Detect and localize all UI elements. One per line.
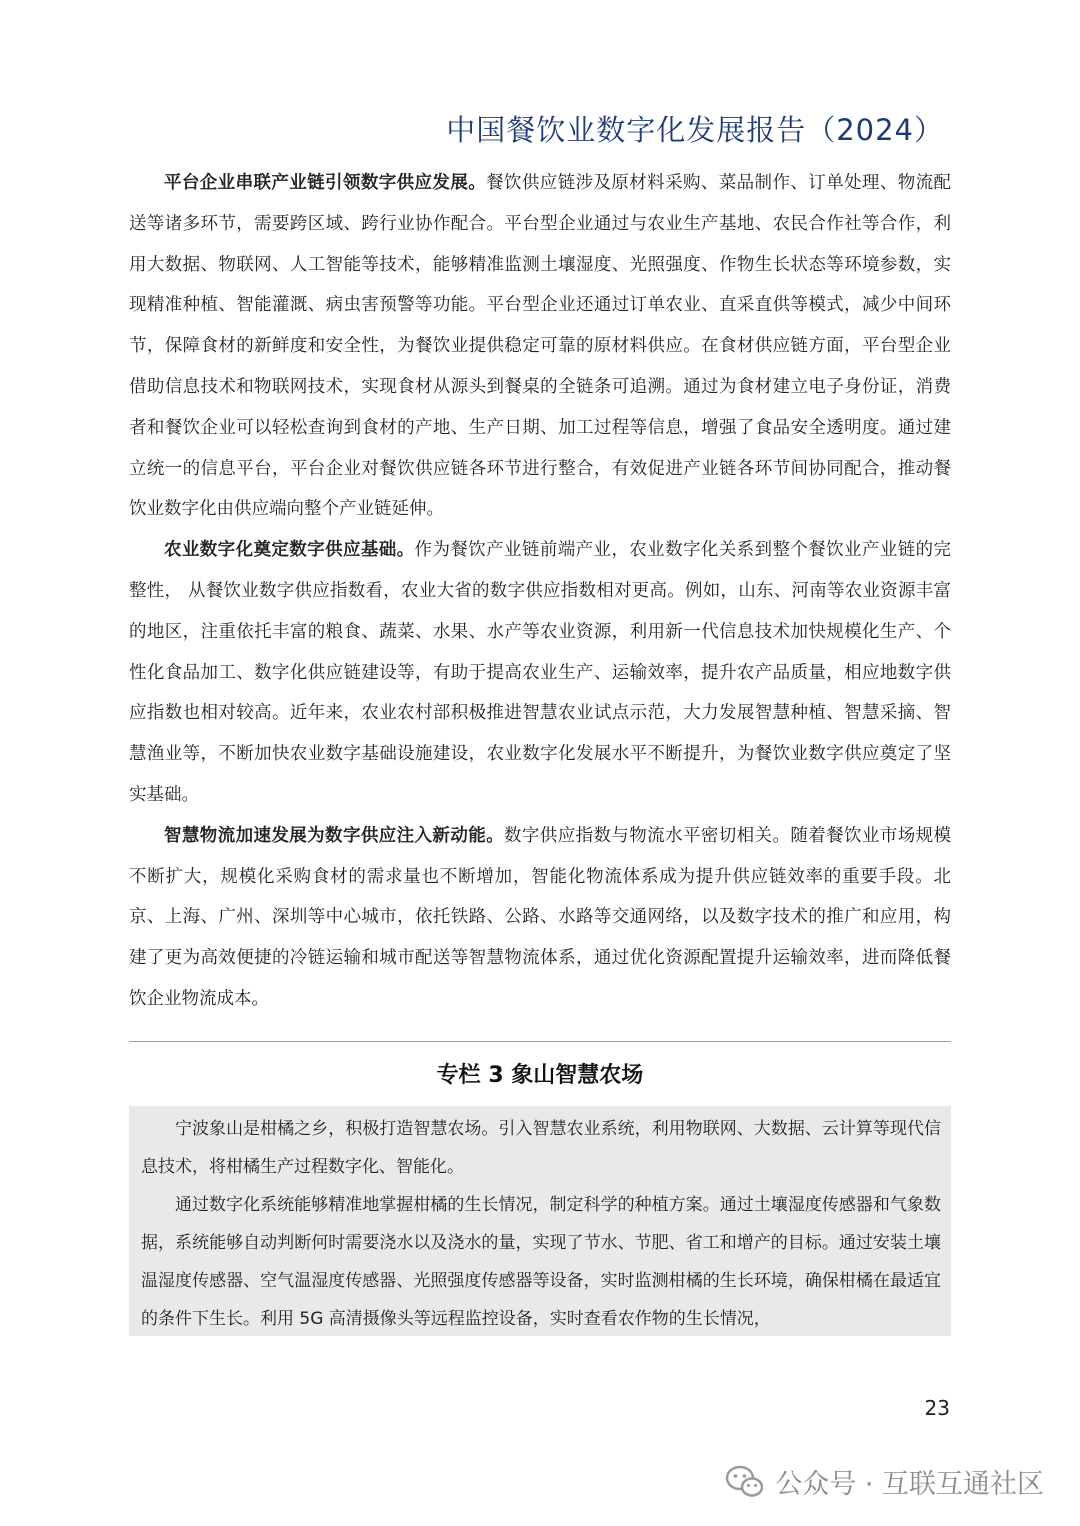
paragraph-agriculture: [129, 530, 951, 816]
column-paragraph: 通过数字化系统能够精准地掌握柑橘的生长情况，制定科学的种植方案。通过土壤湿度传感器和气象数据，系统能够自动判断何时需要浇水以及浇水的量，实现了节水、节肥、省工和增产的目标。通过安装土壤温湿度传感器、空气温湿度传感器、光照强度传感器等设备，实时监测柑橘的生长环境，确保柑橘在最适宜的条件下生长。利用 5G 高清摄像头等远程监控设备，实时查看农作物的生长情况，: [141, 1195, 941, 1329]
paragraph-lead: 智慧物流加速发展为数字供应注入新动能。: [164, 825, 505, 846]
wechat-icon: [725, 1465, 765, 1499]
column-title: 专栏 3 象山智慧农场: [436, 1063, 644, 1088]
page-number: 23: [924, 1396, 950, 1420]
paragraph-lead: 农业数字化奠定数字供应基础。: [164, 540, 415, 561]
watermark: [725, 1462, 1044, 1501]
report-title: 中国餐饮业数字化发展报告（2024）: [446, 113, 944, 147]
paragraph-text: 餐饮供应链涉及原材料采购、菜品制作、订单处理、物流配送等诸多环节，需要跨区域、跨行业协作配合。平台型企业通过与农业生产基地、农民合作社等合作，利用大数据、物联网、人工智能等技术，能够精准监测土壤湿度、光照强度、作物生长状态等环境参数，实现精准种植、智能灌溉、病虫害预警等功能。平台型企业还通过订单农业、直采直供等模式，减少中间环节，保障食材的新鲜度和安全性，为餐饮业提供稳定可靠的原材料供应。在食材供应链方面，平台型企业借助信息技术和物联网技术，实现食材从源头到餐桌的全链条可追溯。通过为食材建立电子身份证，消费者和餐饮企业可以轻松查询到食材的产地、生产日期、加工过程等信息，增强了食品安全透明度。通过建立统一的信息平台，平台企业对餐饮供应链各环节进行整合，有效促进产业链各环节间协同配合，推动餐饮业数字化由供应端向整个产业链延伸。: [129, 173, 952, 520]
paragraph-logistics: [129, 816, 951, 1020]
paragraph-platform: [129, 163, 951, 530]
paragraph-text: 作为餐饮产业链前端产业，农业数字化关系到整个餐饮业产业链的完整性， 从餐饮业数字供应指数看，农业大省的数字供应指数相对更高。例如，山东、河南等农业资源丰富的地区，注重依托丰富的粮食、蔬菜、水果、水产等农业资源，利用新一代信息技术加快规模化生产、个性化食品加工、数字化供应链建设等，有助于提高农业生产、运输效率，提升农产品质量，相应地数字供应指数也相对较高。近年来，农业农村部积极推进智慧农业试点示范，大力发展智慧种植、智慧采摘、智慧渔业等，不断加快农业数字基础设施建设，农业数字化发展水平不断提升，为餐饮业数字供应奠定了坚实基础。: [129, 540, 952, 805]
section-divider: [129, 1041, 951, 1042]
paragraph-text: 数字供应指数与物流水平密切相关。随着餐饮业市场规模不断扩大，规模化采购食材的需求量也不断增加，智能化物流体系成为提升供应链效率的重要手段。北京、上海、广州、深圳等中心城市，依托铁路、公路、水路等交通网络，以及数字技术的推广和应用，构建了更为高效便捷的冷链运输和城市配送等智慧物流体系，通过优化资源配置提升运输效率，进而降低餐饮企业物流成本。: [129, 825, 952, 1009]
main-body: [129, 163, 951, 1020]
column-paragraph: 宁波象山是柑橘之乡，积极打造智慧农场。引入智慧农业系统，利用物联网、大数据、云计算等现代信息技术，将柑橘生产过程数字化、智能化。: [141, 1119, 941, 1177]
column-body: [141, 1110, 941, 1338]
column-box: [129, 1106, 951, 1336]
watermark-text: 公众号 · 互联互通社区: [775, 1469, 1044, 1500]
paragraph-lead: 平台企业串联产业链引领数字供应发展。: [164, 173, 487, 193]
